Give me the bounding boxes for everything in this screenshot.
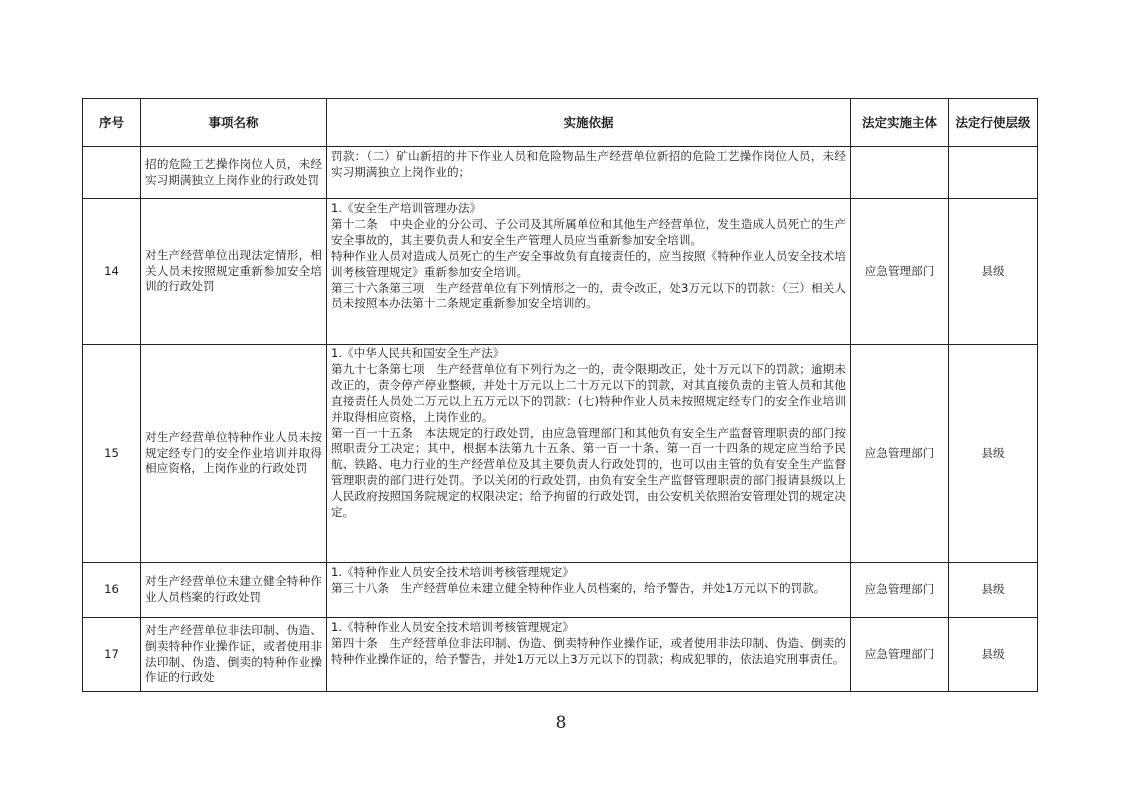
row-authority [851, 147, 949, 199]
row-level: 县级 [949, 345, 1038, 563]
row-authority: 应急管理部门 [851, 618, 949, 692]
basis-paragraph: 第十二条 中央企业的分公司、子公司及其所属单位和其他生产经营单位，发生造成人员死亡的生产安全事故的，其主要负责人和安全生产管理人员应当重新参加安全培训。 [331, 216, 846, 247]
row-level: 县级 [949, 563, 1038, 618]
row-level: 县级 [949, 618, 1038, 692]
header-no: 序号 [83, 99, 141, 147]
row-item-name: 对生产经营单位出现法定情形，相关人员未按照规定重新参加安全培训的行政处罚 [141, 199, 327, 345]
header-basis: 实施依据 [327, 99, 851, 147]
basis-paragraph: 1.《特种作业人员安全技术培训考核管理规定》 [331, 565, 574, 579]
row-basis [327, 199, 851, 345]
header-level: 法定行使层级 [949, 99, 1038, 147]
basis-paragraph: 罚款：（二）矿山新招的井下作业人员和危险物品生产经营单位新招的危险工艺操作岗位人员，未经实习期满独立上岗作业的； [331, 149, 846, 179]
row-level: 县级 [949, 199, 1038, 345]
row-authority: 应急管理部门 [851, 345, 949, 563]
header-item-name: 事项名称 [141, 99, 327, 147]
row-no: 17 [83, 618, 141, 692]
basis-paragraph: 1.《中华人民共和国安全生产法》 [331, 346, 505, 360]
table-header-row [83, 99, 1038, 147]
basis-paragraph: 第一百一十五条 本法规定的行政处罚，由应急管理部门和其他负有安全生产监督管理职责的部门按照职责分工决定；其中，根据本法第九十五条、第一百一十条、第一百一十四条的规定应当给予民航、铁路、电力行业的生产经营单位及其主要负责人行政处罚的，也可以由主管的负有安全生产监督管理职责的部门进行处罚。予以关闭的行政处罚，由负有安全生产监督管理职责的部门报请县级以上人民政府按照国务院规定的权限决定；给予拘留的行政处罚，由公安机关依照治安管理处罚的规定决定。 [331, 425, 846, 520]
basis-paragraph: 第四十条 生产经营单位非法印制、伪造、倒卖特种作业操作证，或者使用非法印制、伪造、倒卖的特种作业操作证的，给予警告，并处1万元以上3万元以下的罚款；构成犯罪的，依法追究刑事责任。 [331, 635, 846, 666]
page-number: 8 [555, 713, 567, 733]
row-authority: 应急管理部门 [851, 563, 949, 618]
table-row [83, 563, 1038, 618]
table-row [83, 345, 1038, 563]
row-basis [327, 563, 851, 618]
basis-paragraph: 第三十六条第三项 生产经营单位有下列情形之一的，责令改正，处3万元以下的罚款：（三）相关人员未按照本办法第十二条规定重新参加安全培训的。 [331, 280, 846, 311]
basis-paragraph: 1.《安全生产培训管理办法》 [331, 201, 482, 215]
row-item-name: 对生产经营单位特种作业人员未按规定经专门的安全作业培训并取得相应资格，上岗作业的行政处罚 [141, 345, 327, 563]
row-no [83, 147, 141, 199]
table-row [83, 618, 1038, 692]
header-authority: 法定实施主体 [851, 99, 949, 147]
row-level [949, 147, 1038, 199]
row-basis [327, 345, 851, 563]
table-row [83, 147, 1038, 199]
row-basis [327, 618, 851, 692]
table-row [83, 199, 1038, 345]
row-no: 15 [83, 345, 141, 563]
basis-paragraph: 第三十八条 生产经营单位未建立健全特种作业人员档案的，给予警告，并处1万元以下的罚款。 [331, 580, 826, 595]
basis-paragraph: 1.《特种作业人员安全技术培训考核管理规定》 [331, 620, 574, 634]
penalty-items-table [82, 98, 1038, 692]
row-item-name: 对生产经营单位非法印制、伪造、倒卖特种作业操作证，或者使用非法印制、伪造、倒卖的特种作业操作证的行政处 [141, 618, 327, 692]
row-basis [327, 147, 851, 199]
row-authority: 应急管理部门 [851, 199, 949, 345]
basis-paragraph: 第九十七条第七项 生产经营单位有下列行为之一的，责令限期改正，处十万元以下的罚款；逾期未改正的，责令停产停业整顿，并处十万元以上二十万元以下的罚款，对其直接负责的主管人员和其他直接责任人员处二万元以上五万元以下的罚款：(七)特种作业人员未按照规定经专门的安全作业培训并取得相应资格，上岗作业的。 [331, 361, 846, 424]
row-item-name: 对生产经营单位未建立健全特种作业人员档案的行政处罚 [141, 563, 327, 618]
row-no: 14 [83, 199, 141, 345]
row-item-name: 招的危险工艺操作岗位人员，未经实习期满独立上岗作业的行政处罚 [141, 147, 327, 199]
row-no: 16 [83, 563, 141, 618]
basis-paragraph: 特种作业人员对造成人员死亡的生产安全事故负有直接责任的，应当按照《特种作业人员安全技术培训考核管理规定》重新参加安全培训。 [331, 248, 846, 279]
